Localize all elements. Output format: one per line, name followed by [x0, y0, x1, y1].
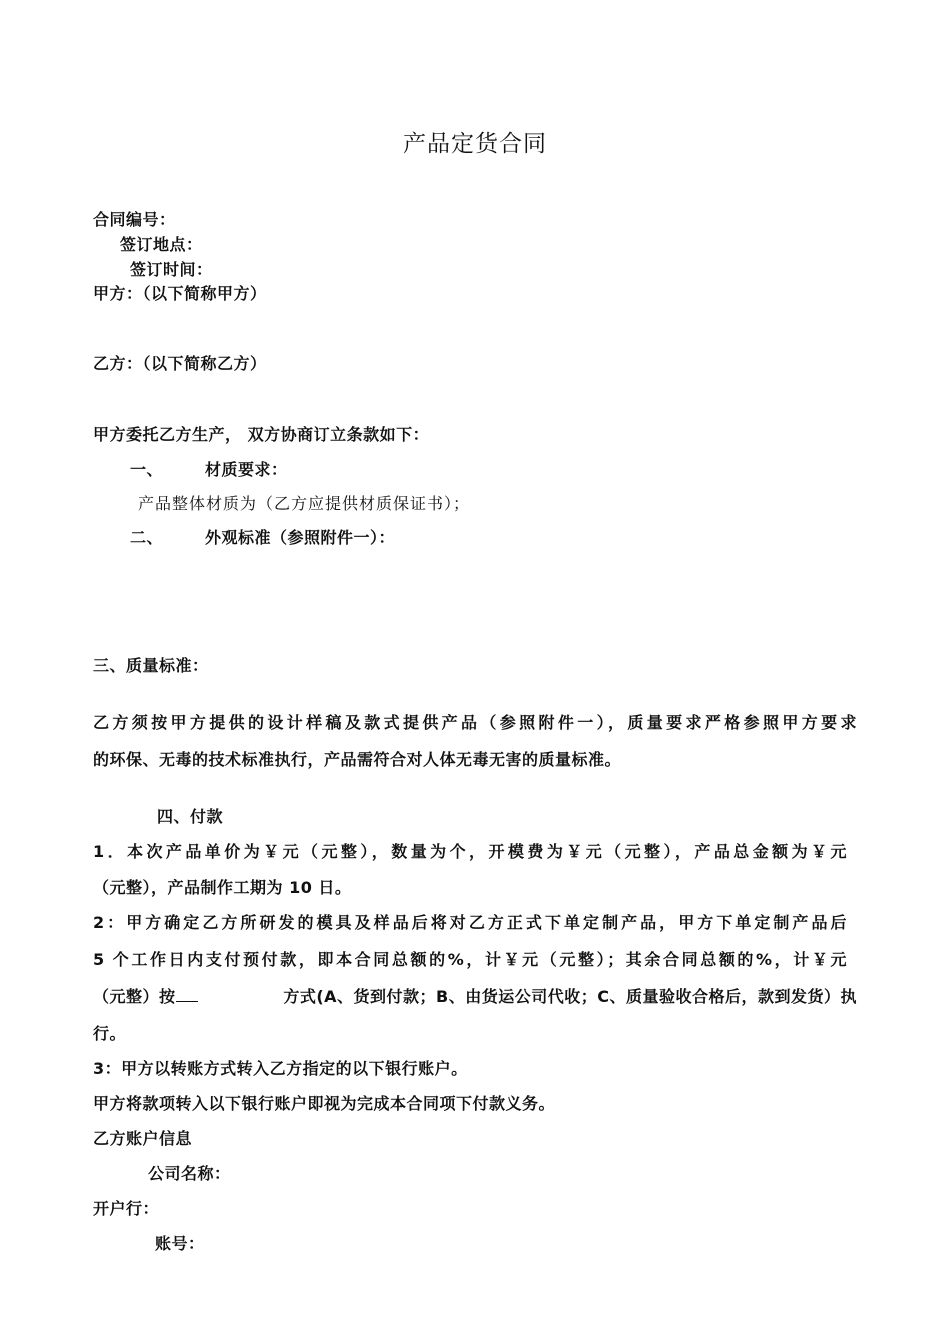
payment-item2-line3-prefix: （元整）按 [93, 987, 198, 1007]
intro-line: 甲方委托乙方生产， 双方协商订立条款如下： [93, 425, 430, 444]
sign-time-label: 签订时间： [130, 260, 213, 279]
party-b-line: 乙方：（以下简称乙方） [93, 354, 267, 373]
bank-label: 开户行： [93, 1199, 160, 1218]
section3-heading: 三、质量标准： [93, 656, 209, 675]
account-info-label: 乙方账户信息 [93, 1129, 193, 1148]
section2-title: 外观标准（参照附件一）： [205, 528, 396, 547]
section1-title: 材质要求： [205, 460, 288, 479]
account-number-label: 账号： [155, 1234, 205, 1253]
section4-heading: 四、付款 [157, 807, 224, 826]
section1-number: 一、 [130, 460, 164, 479]
section2-heading [130, 528, 395, 548]
payment-item3: 3：甲方以转账方式转入乙方指定的以下银行账户。 [93, 1059, 468, 1078]
payment-item1-line2: （元整），产品制作工期为 10 日。 [93, 878, 352, 897]
section3-body-line1: 乙方须按甲方提供的设计样稿及款式提供产品（参照附件一），质量要求严格参照甲方要求 [93, 713, 857, 732]
payment-item2-line2: 5 个工作日内支付预付款，即本合同总额的%，计￥元（元整）；其余合同总额的%，计￥元 [93, 950, 847, 969]
sign-place-label: 签订地点： [120, 235, 203, 254]
document-title: 产品定货合同 [403, 131, 547, 157]
transfer-note: 甲方将款项转入以下银行账户即视为完成本合同项下付款义务。 [93, 1094, 556, 1113]
section2-number: 二、 [130, 528, 164, 547]
section1-body: 产品整体材质为（乙方应提供材质保证书）； [138, 494, 471, 513]
section1-heading [130, 460, 288, 480]
payment-item2-line3 [93, 987, 857, 1007]
payment-item1-line1: 1．本次产品单价为￥元（元整），数量为个，开模费为￥元（元整），产品总金额为￥元 [93, 842, 847, 861]
payment-item2-line3-options: 方式(A、货到付款；B、由货运公司代收；C、质量验收合格后，款到发货）执 [283, 987, 857, 1006]
payment-item2-line4: 行。 [93, 1024, 127, 1043]
payment-item2-line1: 2：甲方确定乙方所研发的模具及样品后将对乙方正式下单定制产品，甲方下单定制产品后 [93, 913, 847, 932]
section3-body-line2: 的环保、无毒的技术标准执行，产品需符合对人体无毒无害的质量标准。 [93, 750, 622, 769]
party-a-line: 甲方：（以下简称甲方） [93, 284, 267, 303]
company-name-label: 公司名称： [148, 1164, 231, 1183]
payment-method-blank [176, 987, 198, 1002]
contract-number-label: 合同编号： [93, 210, 176, 229]
